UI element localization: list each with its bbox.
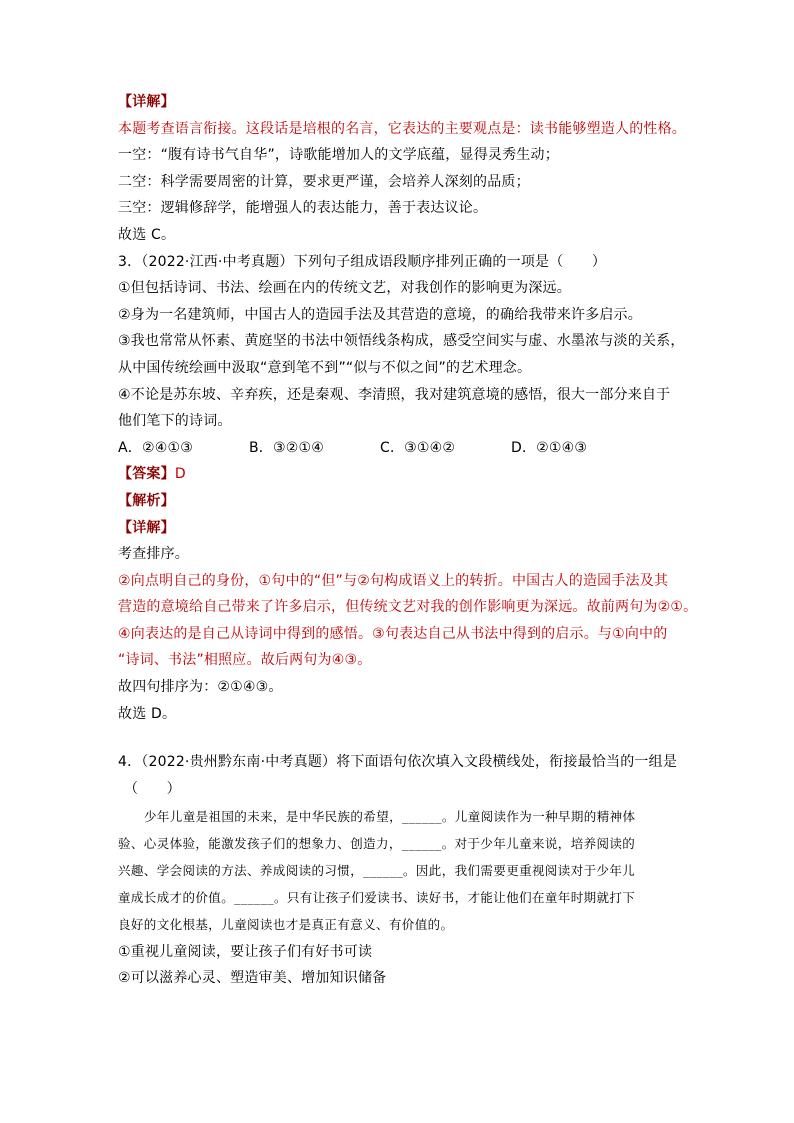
q4-passage-line-5: 良好的文化根基，儿童阅读也才是真正有意义、有价值的。	[118, 916, 454, 932]
document-page	[118, 92, 698, 995]
q3-sentence-1: ①但包括诗词、书法、绘画在内的传统文艺，对我创作的影响更为深远。	[118, 280, 571, 297]
q3-answer	[118, 464, 678, 484]
q3-sentence-4-line-1: ④不论是苏东坡、辛弃疾，还是秦观、李清照，我对建筑意境的感悟，很大一部分来自于	[118, 386, 671, 403]
q3-option-c: C．③①④②	[380, 439, 456, 456]
q4-sentence-1: ①重视儿童阅读，要让孩子们有好书可读	[118, 943, 373, 960]
answer-value: D	[174, 466, 186, 483]
q4-stem-line-1: 4．（2022·贵州黔东南·中考真题）将下面语句依次填入文段横线处，衔接最恰当的一组是	[118, 754, 678, 771]
q4-passage-line-3: 兴趣、学会阅读的方法、养成阅读的习惯，______。因此，我们需要更重视阅读对于少年儿	[118, 862, 636, 878]
choice-conclusion: 故选 C。	[118, 226, 176, 243]
q3-stem: 3．（2022·江西·中考真题）下列句子组成语段顺序排列正确的一项是（ ）	[118, 253, 607, 270]
q3-explanation-line-3: ④向表达的是自己从诗词中得到的感悟。③句表达自己从书法中得到的启示。与①向中的	[118, 625, 668, 642]
q3-sentence-3-line-1: ③我也常常从怀素、黄庭坚的书法中领悟线条构成，感受空间实与虚、水墨浓与淡的关系，	[118, 333, 685, 350]
q3-explanation-line-1: ②向点明自己的身份，①句中的“但”与②句构成语义上的转折。中国古人的造园手法及其	[118, 572, 669, 589]
detail-intro: 本题考查语言衔接。这段话是培根的名言，它表达的主要观点是：读书能够塑造人的性格。	[118, 120, 686, 137]
q3-option-a: A．②④①③	[118, 439, 193, 456]
q3-option-d: D．②①④③	[511, 439, 588, 456]
q3-options	[118, 438, 678, 458]
blank-2-explanation: 二空：科学需要周密的计算，要求更严谨，会培养人深刻的品质；	[118, 173, 530, 190]
spacer	[118, 730, 678, 752]
answer-label: 【答案】	[118, 466, 175, 483]
q3-explanation-line-4: “诗词、书法”相照应。故后两句为④③。	[118, 652, 372, 669]
q3-detail-heading: 【详解】	[118, 519, 175, 536]
q3-option-b: B．③②①④	[249, 439, 325, 456]
analysis-heading: 【解析】	[118, 492, 175, 509]
q3-order: 故四句排序为：②①④③。	[118, 679, 283, 696]
detail-heading: 【详解】	[118, 94, 175, 110]
q4-passage-line-2: 验、心灵体验，能激发孩子们的想象力、创造力，______。对于少年儿童来说，培养阅读的	[118, 835, 636, 851]
q3-sentence-2: ②身为一名建筑师，中国古人的造园手法及其营造的意境，的确给我带来许多启示。	[118, 306, 642, 323]
q4-passage-line-4: 童成长成才的价值。______。只有让孩子们爱读书、读好书，才能让他们在童年时期就打下	[118, 889, 636, 905]
q3-sentence-4-line-2: 他们笔下的诗词。	[118, 413, 232, 430]
q3-choice: 故选 D。	[118, 705, 177, 722]
q3-sentence-3-line-2: 从中国传统绘画中汲取“意到笔不到”“似与不似之间”的艺术理念。	[118, 359, 532, 376]
q3-explanation-line-2: 营造的意境给自己带来了许多启示，但传统文艺对我的创作影响更为深远。故前两句为②①。	[118, 599, 698, 616]
q3-explanation-intro: 考查排序。	[118, 546, 189, 563]
blank-1-explanation: 一空：“腹有诗书气自华”，诗歌能增加人的文学底蕴，显得灵秀生动；	[118, 147, 559, 164]
q4-stem-line-2: （ ）	[124, 780, 181, 797]
q4-sentence-2: ②可以滋养心灵、塑造审美、增加知识储备	[118, 970, 387, 987]
q4-passage-line-1: 少年儿童是祖国的未来，是中华民族的希望，______。儿童阅读作为一种早期的精神体	[144, 808, 636, 824]
blank-3-explanation: 三空：逻辑修辞学，能增强人的表达能力，善于表达议论。	[118, 200, 488, 217]
